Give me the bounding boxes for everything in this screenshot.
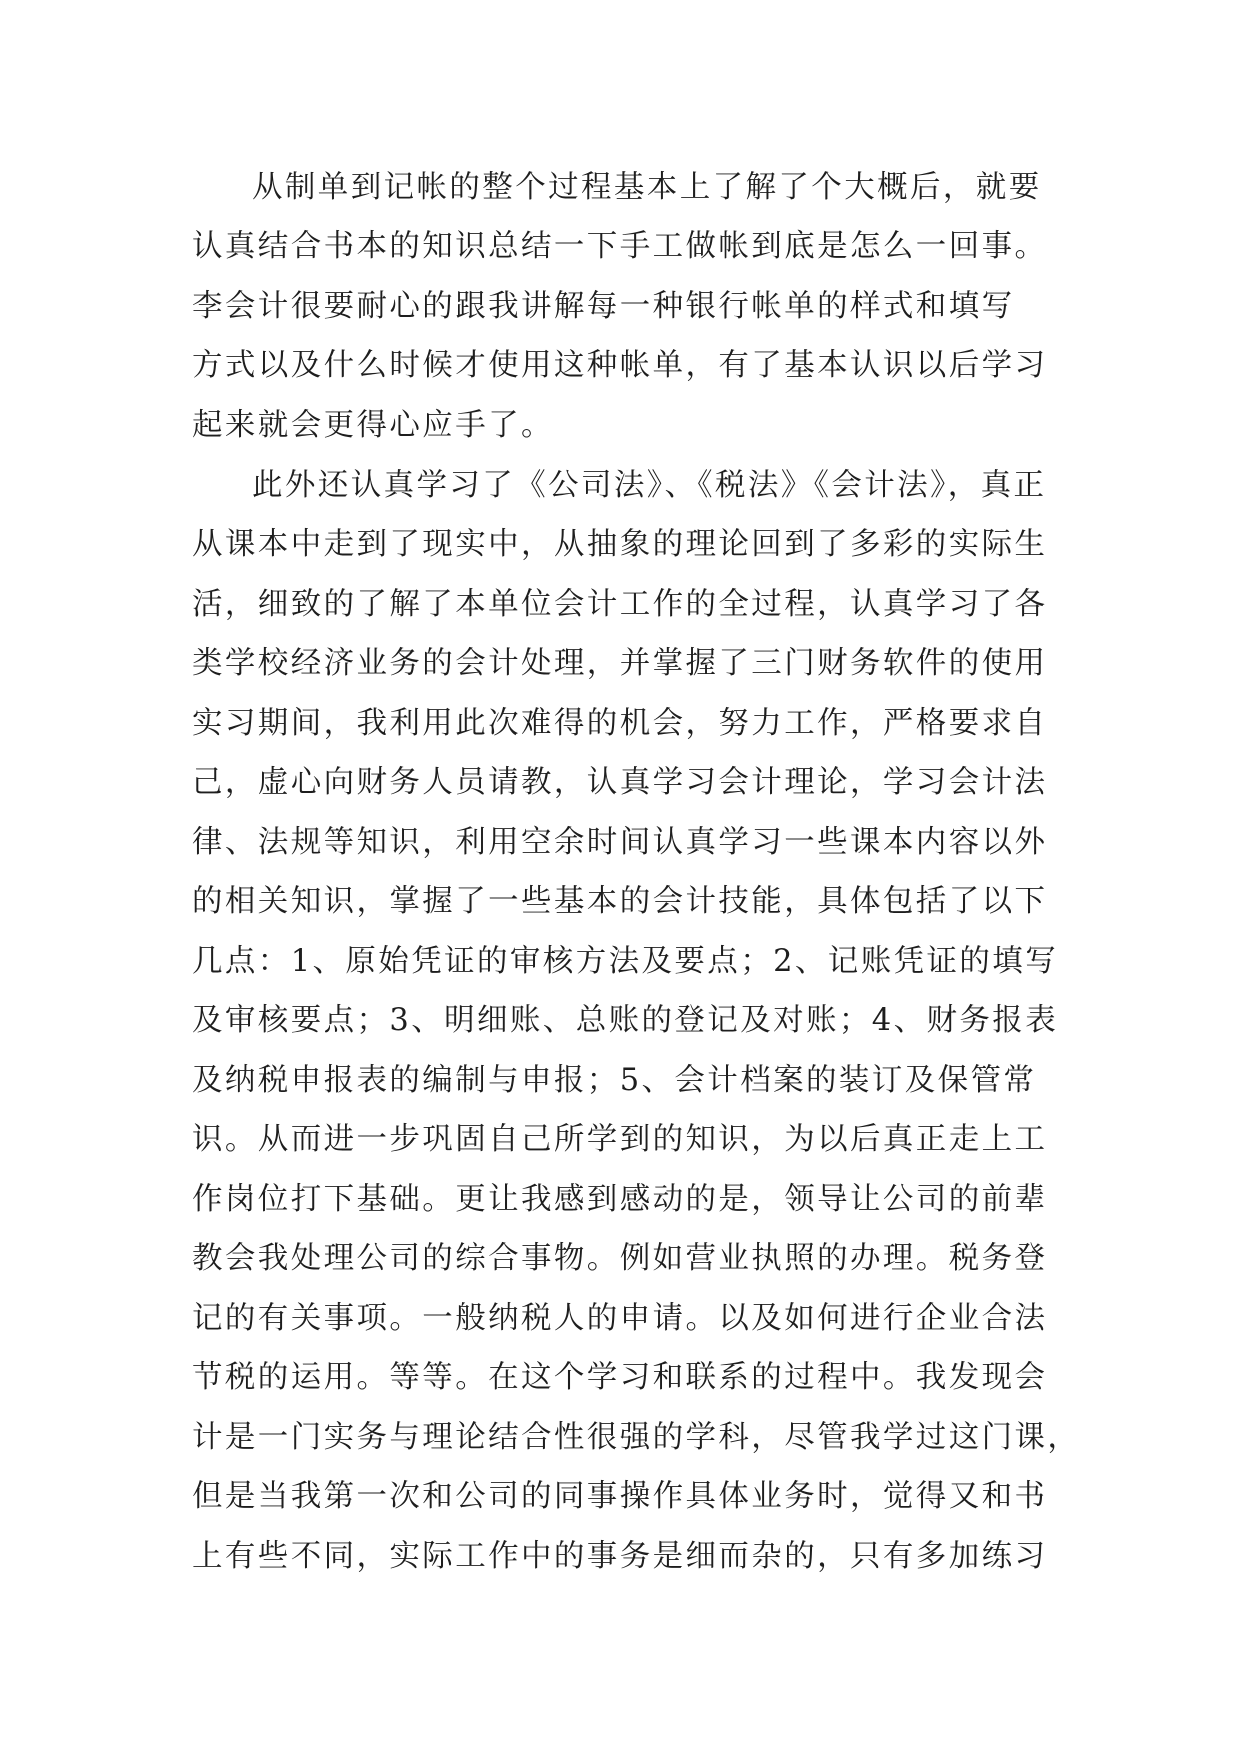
text-line: 活，细致的了解了本单位会计工作的全过程，认真学习了各 <box>192 587 1048 622</box>
text-line: 节税的运用。等等。在这个学习和联系的过程中。我发现会 <box>192 1360 1048 1395</box>
text-line: 从制单到记帐的整个过程基本上了解了个大概后，就要 <box>252 170 1042 205</box>
text-line: 方式以及什么时候才使用这种帐单，有了基本认识以后学习 <box>192 348 1048 383</box>
text-line: 识。从而进一步巩固自己所学到的知识，为以后真正走上工 <box>192 1122 1048 1157</box>
text-line: 的相关知识，掌握了一些基本的会计技能，具体包括了以下 <box>192 884 1048 919</box>
text-line: 但是当我第一次和公司的同事操作具体业务时，觉得又和书 <box>192 1479 1048 1514</box>
text-line: 实习期间，我利用此次难得的机会，努力工作，严格要求自 <box>192 706 1048 741</box>
text-line: 认真结合书本的知识总结一下手工做帐到底是怎么一回事。 <box>192 229 1048 264</box>
text-line: 类学校经济业务的会计处理，并掌握了三门财务软件的使用 <box>192 646 1048 681</box>
text-line: 及审核要点；3、明细账、总账的登记及对账；4、财务报表 <box>192 1003 1059 1038</box>
text-line: 几点：1、原始凭证的审核方法及要点；2、记账凭证的填写 <box>192 944 1059 979</box>
text-line: 计是一门实务与理论结合性很强的学科，尽管我学过这门课， <box>192 1420 1081 1455</box>
text-line: 起来就会更得心应手了。 <box>192 408 554 443</box>
text-line: 从课本中走到了现实中，从抽象的理论回到了多彩的实际生 <box>192 527 1048 562</box>
text-line: 记的有关事项。一般纳税人的申请。以及如何进行企业合法 <box>192 1301 1048 1336</box>
text-line: 此外还认真学习了《公司法》、《税法》《会计法》，真正 <box>252 468 1047 503</box>
text-line: 律、法规等知识，利用空余时间认真学习一些课本内容以外 <box>192 825 1048 860</box>
text-line: 及纳税申报表的编制与申报；5、会计档案的装订及保管常 <box>192 1063 1037 1098</box>
text-line: 李会计很要耐心的跟我讲解每一种银行帐单的样式和填写 <box>192 289 1015 324</box>
text-line: 作岗位打下基础。更让我感到感动的是，领导让公司的前辈 <box>192 1182 1048 1217</box>
text-line: 己，虚心向财务人员请教，认真学习会计理论，学习会计法 <box>192 765 1048 800</box>
text-line: 上有些不同，实际工作中的事务是细而杂的，只有多加练习 <box>192 1539 1048 1574</box>
text-line: 教会我处理公司的综合事物。例如营业执照的办理。税务登 <box>192 1241 1048 1276</box>
